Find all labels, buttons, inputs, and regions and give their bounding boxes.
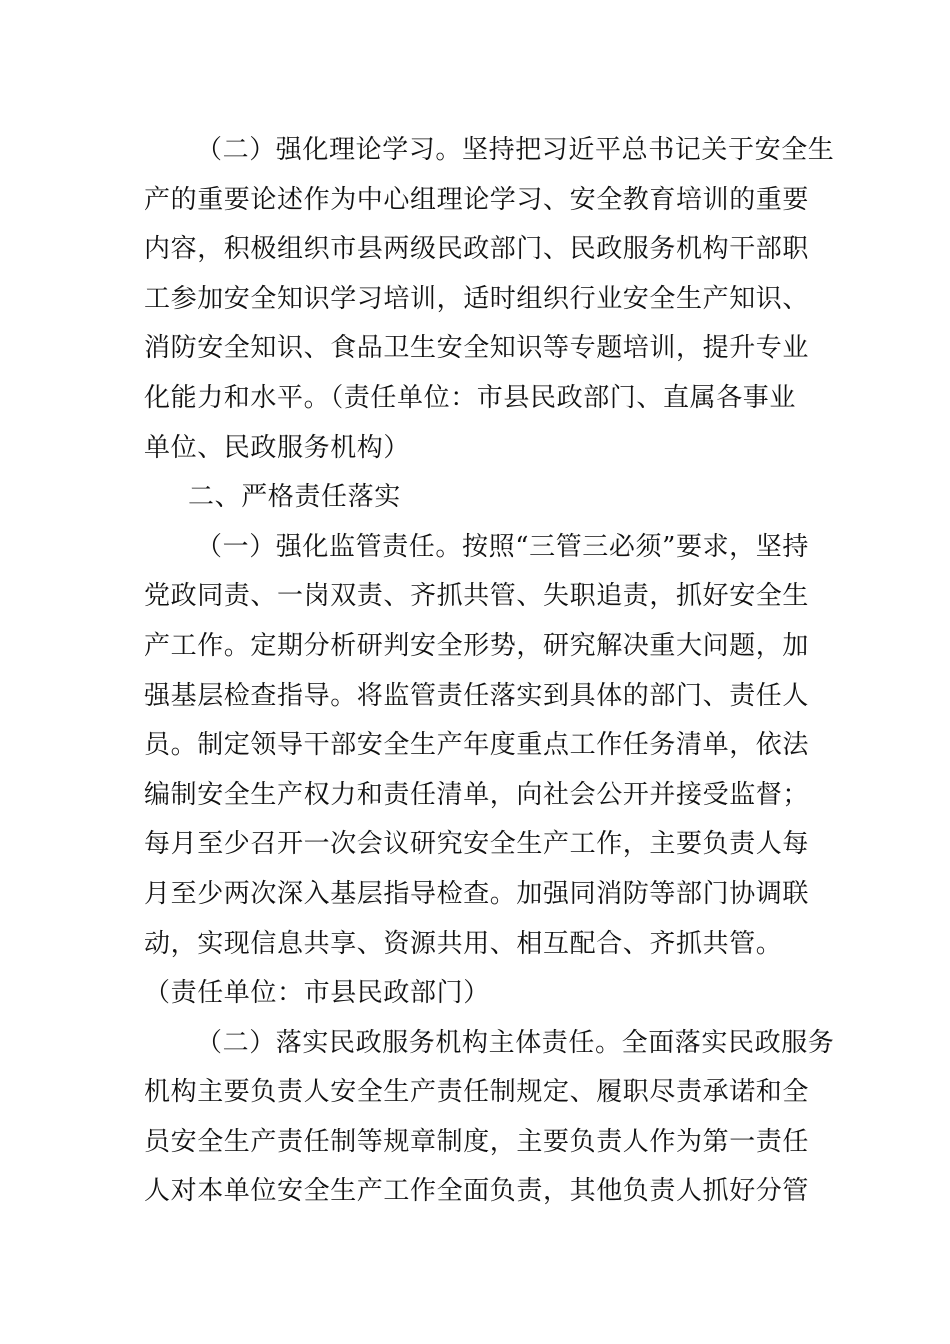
paragraph-strengthen-supervision xyxy=(144,523,814,1019)
paragraph-line: 员。制定领导干部安全生产年度重点工作任务清单，依法 xyxy=(144,730,810,761)
paragraph-line: （一）强化监管责任。按照“三管三必须”要求，坚持 xyxy=(196,531,809,562)
paragraph-line: 产工作。定期分析研判安全形势，研究解决重大问题，加 xyxy=(144,630,810,661)
paragraph-line: 每月至少召开一次会议研究安全生产工作，主要负责人每 xyxy=(144,829,810,860)
paragraph-line: 月至少两次深入基层指导检查。加强同消防等部门协调联 xyxy=(144,878,810,909)
paragraph-line: 员安全生产责任制等规章制度，主要负责人作为第一责任 xyxy=(144,1126,810,1157)
paragraph-line: 化能力和水平。（责任单位：市县民政部门、直属各事业 xyxy=(144,382,797,413)
paragraph-line: 强基层检查指导。将监管责任落实到具体的部门、责任人 xyxy=(144,680,810,711)
paragraph-line: 工参加安全知识学习培训，适时组织行业安全生产知识、 xyxy=(144,283,810,314)
paragraph-implement-institution-responsibility xyxy=(144,1019,835,1217)
paragraph-line: 党政同责、一岗双责、齐抓共管、失职追责，抓好安全生 xyxy=(144,581,810,612)
paragraph-strengthen-theory-study xyxy=(144,126,835,473)
document-body xyxy=(144,126,835,1217)
paragraph-line: 编制安全生产权力和责任清单，向社会公开并接受监督； xyxy=(144,779,810,810)
paragraph-line: 机构主要负责人安全生产责任制规定、履职尽责承诺和全 xyxy=(144,1077,810,1108)
paragraph-line: 内容，积极组织市县两级民政部门、民政服务机构干部职 xyxy=(144,234,810,265)
section-heading: 二、严格责任落实 xyxy=(188,482,401,513)
paragraph-line: 消防安全知识、食品卫生安全知识等专题培训，提升专业 xyxy=(144,333,810,364)
paragraph-line: （二）强化理论学习。坚持把习近平总书记关于安全生 xyxy=(196,135,835,165)
paragraph-line: （责任单位：市县民政部门） xyxy=(144,978,490,1009)
paragraph-line: 人对本单位安全生产工作全面负责，其他负责人抓好分管 xyxy=(144,1176,810,1207)
paragraph-line: 产的重要论述作为中心组理论学习、安全教育培训的重要 xyxy=(144,184,810,215)
paragraph-line: 单位、民政服务机构） xyxy=(144,432,411,463)
paragraph-line: 动，实现信息共享、资源共用、相互配合、齐抓共管。 xyxy=(144,928,783,959)
paragraph-line: （二）落实民政服务机构主体责任。全面落实民政服务 xyxy=(196,1027,835,1058)
